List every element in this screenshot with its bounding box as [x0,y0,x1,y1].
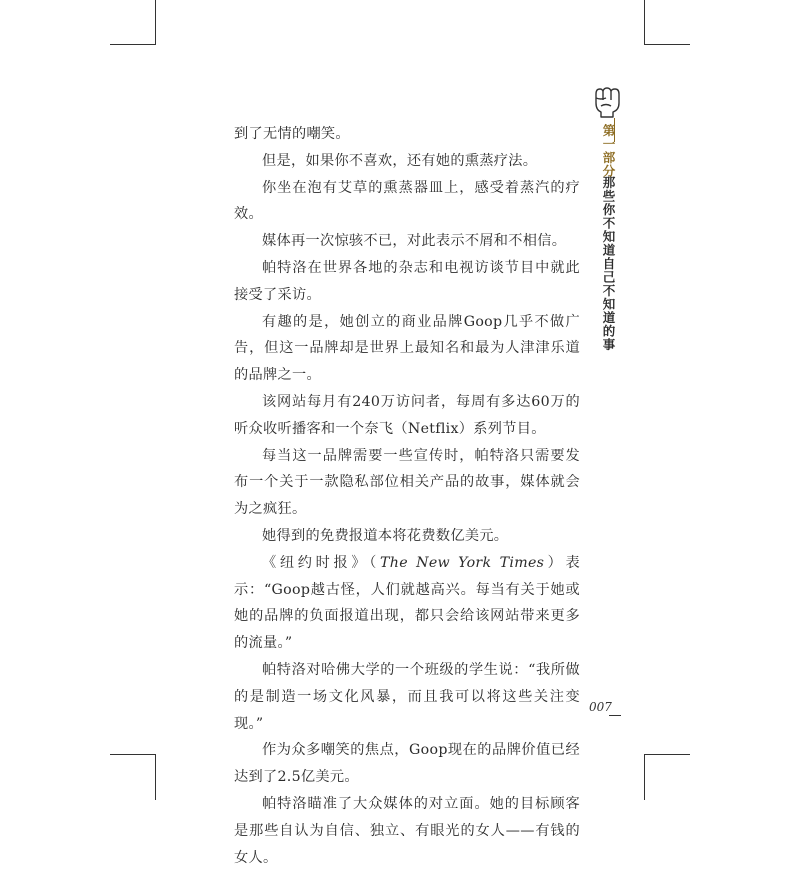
page-number-underline [609,715,621,716]
paragraph: 帕特洛对哈佛大学的一个班级的学生说：“我所做的是制造一场文化风暴，而且我可以将这些关注变现。” [234,661,580,732]
paragraph: 帕特洛在世界各地的杂志和电视访谈节目中就此接受了采访。 [234,259,580,303]
italic-title: The New York Times [380,554,545,571]
page-number: 007 [589,700,612,714]
paragraph: 你坐在泡有艾草的熏蒸器皿上，感受着蒸汽的疗效。 [234,179,580,223]
crop-mark [644,0,645,44]
crop-mark [644,754,645,800]
paragraph: 每当这一品牌需要一些宣传时，帕特洛只需要发布一个关于一款隐私部位相关产品的故事，媒体就会为之疯狂。 [234,447,580,518]
part-title: 那些你不知道自己不知道的事 [601,176,616,352]
paragraph: 帕特洛瞄准了大众媒体的对立面。她的目标顾客是那些自认为自信、独立、有眼光的女人——有钱的女人。 [234,795,580,866]
paragraph: 作为众多嘲笑的焦点，Goop现在的品牌价值已经达到了2.5亿美元。 [234,742,580,786]
paragraph: 《纽约时报》（The New York Times）表示：“Goop越古怪，人们就越高兴。每当有关于她或她的品牌的负面报道出现，都只会给该网站带来更多的流量。” [234,554,580,652]
paragraph: 媒体再一次惊骇不已，对此表示不屑和不相信。 [262,233,567,250]
paragraph: 她得到的免费报道本将花费数亿美元。 [262,527,509,544]
crop-mark [644,754,690,755]
crop-mark [155,754,156,800]
paragraph: 到了无情的嘲笑。 [234,126,350,142]
raised-fist-icon [592,86,622,118]
paragraph: 有趣的是，她创立的商业品牌Goop几乎不做广告，但这一品牌却是世界上最知名和最为人津津乐道的品牌之一。 [234,313,580,384]
part-label: 第一部分 [601,124,616,178]
crop-mark [110,754,156,755]
crop-mark [644,44,690,45]
paragraph: 该网站每月有240万访问者，每周有多达60万的听众收听播客和一个奈飞（Netflix）系列节目。 [234,393,580,437]
crop-mark [155,0,156,44]
paragraph: 但是，如果你不喜欢，还有她的熏蒸疗法。 [262,152,538,169]
body-text [234,121,580,871]
crop-mark [110,44,156,45]
